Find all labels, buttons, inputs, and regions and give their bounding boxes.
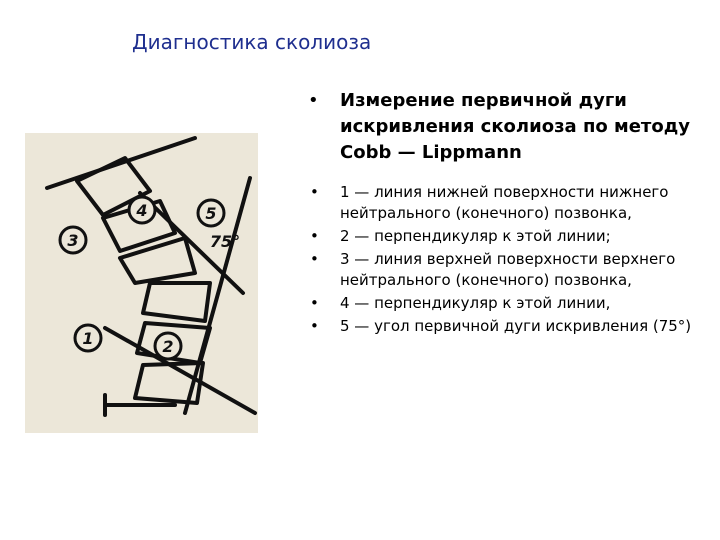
list-item [300,226,700,247]
bullet: • [310,250,319,268]
label-2: 2 [162,337,174,356]
bullet: • [310,294,319,312]
lead-text: Измерение первичной дуги искривления сколиоза по методу Cobb — Lippmann [340,90,690,163]
lead-bullet: • [308,90,319,111]
list-item [300,249,700,291]
item-text: 3 — линия верхней поверхности верхнего нейтрального (конечного) позвонка, [340,250,676,289]
list-item [300,293,700,314]
bullet: • [310,317,319,335]
lead-paragraph [300,88,700,166]
label-4: 4 [136,201,148,220]
item-text: 1 — линия нижней поверхности нижнего нейтрального (конечного) позвонка, [340,183,669,222]
list-item [300,182,700,224]
list-item [300,316,700,337]
label-3: 3 [67,231,79,250]
label-5: 5 [205,204,217,223]
item-text: 5 — угол первичной дуги искривления (75°) [340,317,692,335]
angle-label: 75° [209,232,241,251]
bullet: • [310,183,319,201]
legend-list [300,182,700,337]
item-text: 4 — перпендикуляр к этой линии, [340,294,611,312]
label-1: 1 [82,329,94,348]
slide-title: Диагностика сколиоза [132,30,372,54]
slide-content [300,88,700,339]
bullet: • [310,227,319,245]
item-text: 2 — перпендикуляр к этой линии; [340,227,611,245]
cobb-diagram [25,133,258,433]
